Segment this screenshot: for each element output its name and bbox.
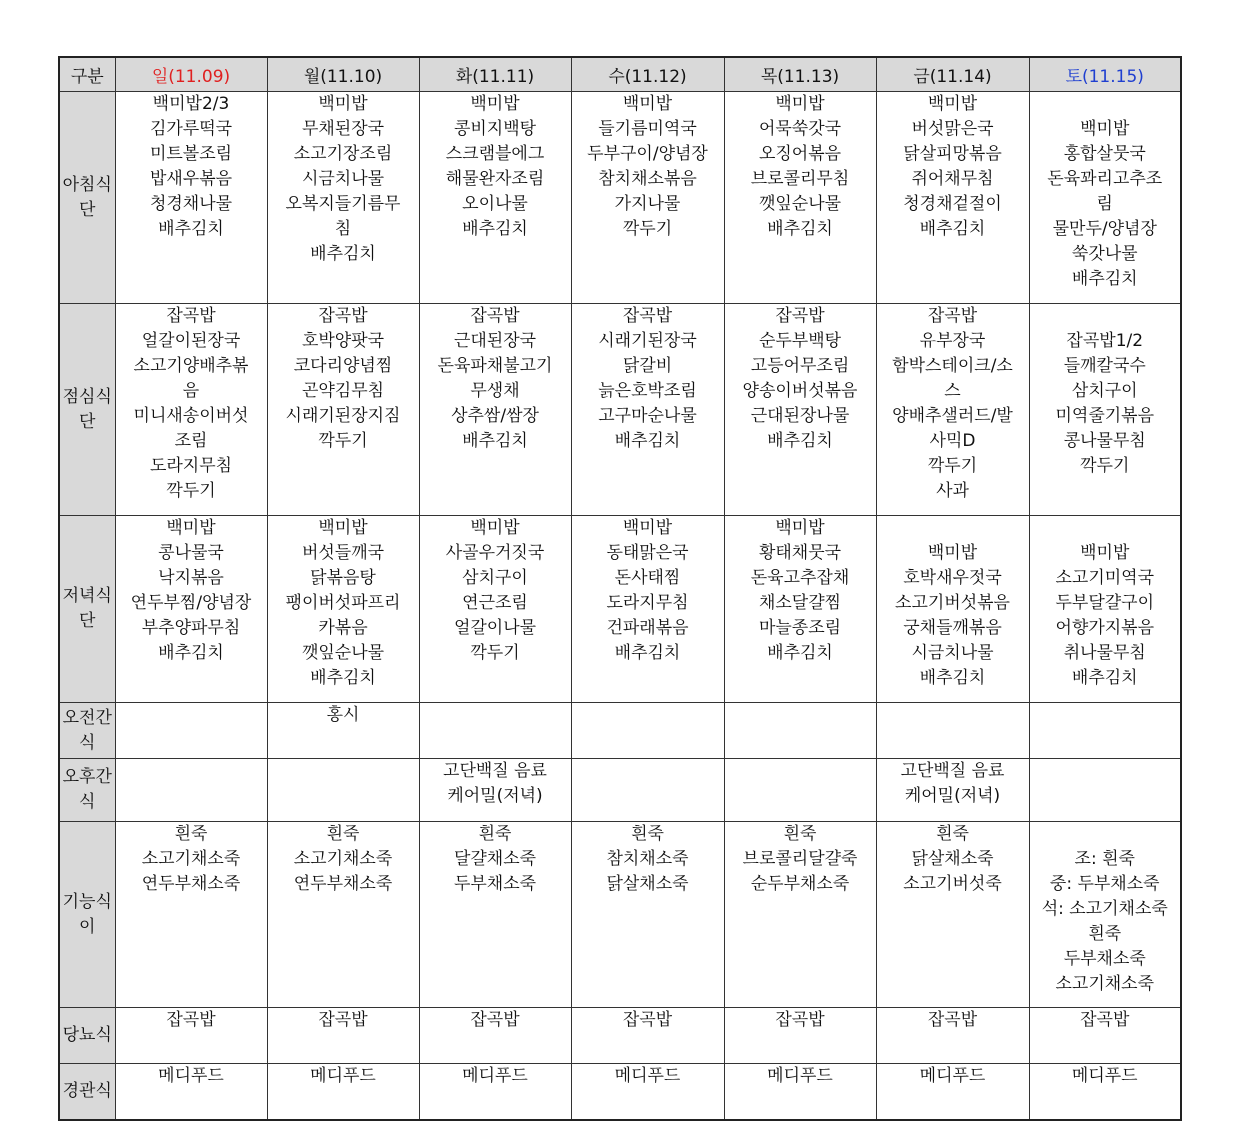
menu-cell-tube-sat	[1029, 1064, 1181, 1120]
menu-item: 흰죽	[1088, 924, 1122, 944]
menu-item: 소고기채소죽	[141, 849, 241, 869]
menu-item: 고단백질 음료	[900, 761, 1005, 781]
menu-item: 배추김치	[767, 219, 833, 239]
menu-item: 두부달걀구이	[1055, 593, 1155, 613]
menu-item: 가지나물	[614, 194, 681, 214]
menu-item: 물만두/양념장	[1052, 219, 1157, 239]
menu-item: 조: 흰죽	[1074, 849, 1135, 869]
menu-item: 배추김치	[310, 668, 376, 688]
menu-item: 잡곡밥	[1080, 1010, 1130, 1030]
menu-item: 버섯들깨국	[301, 543, 385, 563]
menu-item: 백미밥	[927, 543, 978, 563]
menu-item: 백미밥	[470, 518, 520, 538]
menu-item: 깻잎순나물	[301, 643, 385, 663]
row-label-tube	[59, 1064, 115, 1120]
menu-cell-dinner-wed	[571, 516, 724, 703]
menu-item: 닭볶음탕	[310, 568, 376, 588]
menu-item: 잡곡밥	[470, 1010, 520, 1030]
menu-item: 고단백질 음료	[443, 761, 547, 781]
menu-cell-functional-wed	[571, 822, 724, 1008]
menu-cell-lunch-sat	[1029, 304, 1181, 516]
menu-cell-pm_snack-mon	[267, 759, 419, 822]
menu-item: 브로콜리무침	[750, 169, 850, 189]
menu-item: 닭살채소죽	[911, 849, 994, 869]
row-label-line: 오후	[62, 767, 96, 787]
menu-item: 코다리양념찜	[293, 356, 393, 376]
menu-item: 석: 소고기채소죽	[1041, 899, 1168, 919]
menu-item: 잡곡밥	[775, 306, 825, 326]
menu-item: 케어밀(저녁)	[447, 786, 543, 806]
menu-item: 도라지무침	[606, 593, 689, 613]
menu-item: 브로콜리달걀죽	[742, 849, 858, 869]
menu-item: 부추양파무침	[141, 618, 241, 638]
menu-cell-dinner-sun	[115, 516, 267, 703]
row-tube	[59, 1064, 1181, 1120]
menu-item	[877, 516, 1029, 541]
menu-cell-diabetic-tue	[419, 1008, 571, 1064]
menu-item: 궁채들깨볶음	[903, 618, 1002, 638]
row-dinner	[59, 516, 1181, 703]
row-label-line: 식	[95, 1025, 112, 1045]
menu-cell-am_snack-wed	[571, 703, 724, 759]
menu-cell-tube-sun	[115, 1064, 267, 1120]
row-label-line: 당뇨	[62, 1025, 96, 1045]
menu-item: 두부채소죽	[1063, 949, 1146, 969]
menu-item: 흰죽	[936, 824, 969, 844]
menu-item: 오이나물	[462, 194, 528, 214]
menu-cell-lunch-sun	[115, 304, 267, 516]
menu-cell-dinner-thu	[724, 516, 876, 703]
menu-item: 배추김치	[919, 219, 986, 239]
menu-item: 중: 두부채소죽	[1049, 874, 1160, 894]
menu-item: 잡곡밥	[775, 1010, 825, 1030]
menu-item: 미니새송이버섯	[133, 406, 249, 426]
menu-item: 음	[182, 381, 200, 401]
row-label-line: 오전	[62, 707, 96, 728]
menu-item: 백미밥	[1080, 119, 1130, 139]
menu-item: 순두부백탕	[758, 331, 842, 351]
menu-item: 백미밥	[775, 94, 825, 114]
row-label-line: 간식	[79, 767, 112, 812]
header-corner-label: 구분	[59, 57, 115, 92]
row-label-functional	[59, 822, 115, 1008]
menu-item	[1030, 822, 1181, 847]
menu-item: 백미밥	[927, 94, 978, 114]
menu-item: 흰죽	[174, 824, 208, 844]
day-header-sat: 토(11.15)	[1029, 57, 1181, 92]
menu-item: 건파래볶음	[606, 618, 689, 638]
menu-item: 달걀채소죽	[453, 849, 537, 869]
row-label-lunch	[59, 304, 115, 516]
menu-item: 백미밥	[1080, 543, 1130, 563]
row-label-am_snack	[59, 703, 115, 759]
menu-cell-breakfast-wed	[571, 92, 724, 304]
menu-item: 호박양팟국	[301, 331, 385, 351]
menu-item: 얼갈이나물	[453, 618, 537, 638]
menu-item: 동태맑은국	[606, 543, 689, 563]
menu-cell-breakfast-fri	[876, 92, 1029, 304]
menu-cell-dinner-sat	[1029, 516, 1181, 703]
menu-item: 잡곡밥	[166, 1010, 216, 1030]
menu-item: 돈육파채불고기	[437, 356, 553, 376]
menu-item: 깍두기	[1080, 456, 1130, 476]
menu-item: 돈육꽈리고추조	[1047, 169, 1163, 189]
menu-item: 배추김치	[462, 219, 528, 239]
menu-cell-pm_snack-tue	[419, 759, 571, 822]
menu-item: 배추김치	[767, 643, 833, 663]
menu-item: 소고기장조림	[293, 144, 393, 164]
menu-cell-am_snack-thu	[724, 703, 876, 759]
menu-cell-am_snack-sun	[115, 703, 267, 759]
menu-item: 카볶음	[318, 618, 368, 638]
menu-item: 김가루떡국	[149, 119, 233, 139]
menu-item: 쑥갓나물	[1071, 244, 1138, 264]
menu-item: 깻잎순나물	[758, 194, 842, 214]
menu-item: 배추김치	[919, 668, 986, 688]
header-row	[59, 57, 1181, 92]
menu-item: 백미밥	[775, 518, 825, 538]
row-label-breakfast	[59, 92, 115, 304]
menu-item: 청경채나물	[149, 194, 233, 214]
menu-cell-diabetic-sun	[115, 1008, 267, 1064]
menu-item: 백미밥	[622, 518, 673, 538]
row-label-line: 경관	[62, 1080, 96, 1101]
menu-item: 상추쌈/쌈장	[451, 406, 539, 426]
menu-cell-diabetic-wed	[571, 1008, 724, 1064]
row-label-line: 아침	[62, 174, 96, 195]
menu-cell-diabetic-sat	[1029, 1008, 1181, 1064]
menu-cell-pm_snack-thu	[724, 759, 876, 822]
menu-item: 참치채소죽	[606, 849, 689, 869]
menu-item	[1030, 304, 1181, 329]
row-am_snack	[59, 703, 1181, 759]
menu-item: 메디푸드	[310, 1066, 376, 1086]
menu-item: 메디푸드	[1071, 1066, 1138, 1086]
menu-cell-lunch-wed	[571, 304, 724, 516]
menu-item: 소고기버섯죽	[903, 874, 1002, 894]
menu-cell-breakfast-mon	[267, 92, 419, 304]
menu-item: 버섯맑은국	[911, 119, 994, 139]
menu-item: 메디푸드	[919, 1066, 986, 1086]
row-label-pm_snack	[59, 759, 115, 822]
menu-item: 스	[944, 381, 961, 401]
row-label-line: 저녁	[62, 586, 96, 606]
row-diabetic	[59, 1008, 1181, 1064]
menu-item: 케어밀(저녁)	[904, 786, 1001, 806]
menu-cell-functional-mon	[267, 822, 419, 1008]
menu-item: 메디푸드	[614, 1066, 681, 1086]
menu-item: 해물완자조림	[445, 169, 545, 189]
menu-cell-am_snack-sat	[1029, 703, 1181, 759]
menu-item: 콩나물국	[158, 543, 224, 563]
menu-item: 메디푸드	[158, 1066, 224, 1086]
menu-cell-lunch-thu	[724, 304, 876, 516]
menu-item: 림	[1096, 194, 1113, 214]
menu-item: 늙은호박조림	[598, 381, 697, 401]
menu-cell-lunch-fri	[876, 304, 1029, 516]
row-label-line: 식	[95, 1080, 112, 1101]
menu-item: 배추김치	[462, 431, 528, 451]
menu-item: 삼치구이	[462, 568, 528, 588]
menu-item: 배추김치	[310, 244, 376, 264]
row-label-dinner	[59, 516, 115, 703]
menu-cell-diabetic-fri	[876, 1008, 1029, 1064]
menu-item: 오징어볶음	[758, 144, 842, 164]
menu-cell-tube-fri	[876, 1064, 1029, 1120]
row-label-line: 간식	[79, 707, 112, 753]
menu-cell-breakfast-tue	[419, 92, 571, 304]
menu-item: 두부구이/양념장	[587, 144, 708, 164]
menu-item: 사골우거짓국	[445, 543, 545, 563]
menu-item: 돈사태찜	[614, 568, 681, 588]
menu-cell-functional-fri	[876, 822, 1029, 1008]
menu-item: 무채된장국	[301, 119, 385, 139]
menu-item: 잡곡밥	[470, 306, 520, 326]
menu-item: 도라지무침	[149, 456, 233, 476]
menu-cell-functional-sat	[1029, 822, 1181, 1008]
menu-item: 스크램블에그	[445, 144, 545, 164]
menu-cell-breakfast-thu	[724, 92, 876, 304]
menu-cell-functional-thu	[724, 822, 876, 1008]
menu-item: 닭살채소죽	[606, 874, 689, 894]
menu-cell-tube-mon	[267, 1064, 419, 1120]
menu-item: 조림	[174, 431, 208, 451]
menu-item: 양송이버섯볶음	[742, 381, 858, 401]
menu-item: 소고기채소죽	[1055, 974, 1155, 994]
menu-item: 순두부채소죽	[750, 874, 850, 894]
menu-item: 닭살피망볶음	[903, 144, 1002, 164]
menu-cell-breakfast-sat	[1029, 92, 1181, 304]
menu-item: 참치채소볶음	[598, 169, 697, 189]
row-pm_snack	[59, 759, 1181, 822]
row-label-line: 점심	[62, 386, 96, 407]
menu-item: 잡곡밥	[622, 1010, 673, 1030]
menu-item: 잡곡밥	[166, 306, 216, 326]
menu-item: 마늘종조림	[758, 618, 842, 638]
menu-item: 연두부찜/양념장	[130, 593, 252, 613]
menu-item: 배추김치	[1071, 269, 1138, 289]
row-breakfast	[59, 92, 1181, 304]
row-lunch	[59, 304, 1181, 516]
menu-item: 홍합살뭇국	[1063, 144, 1146, 164]
menu-item: 연두부채소죽	[141, 874, 241, 894]
menu-item: 깍두기	[470, 643, 520, 663]
menu-item: 미트볼조림	[149, 144, 233, 164]
menu-cell-functional-tue	[419, 822, 571, 1008]
menu-item: 곤약김무침	[301, 381, 385, 401]
row-label-line: 식단	[79, 586, 112, 631]
menu-item: 고구마순나물	[598, 406, 697, 426]
menu-item: 오복지들기름무	[285, 194, 401, 214]
menu-item: 어묵쑥갓국	[758, 119, 842, 139]
menu-cell-pm_snack-fri	[876, 759, 1029, 822]
menu-item: 깍두기	[622, 219, 673, 239]
menu-item: 침	[334, 219, 352, 239]
menu-item: 소고기양배추볶	[133, 356, 249, 376]
menu-item: 돈육고추잡채	[750, 568, 850, 588]
menu-item: 닭갈비	[622, 356, 673, 376]
menu-item: 호박새우젓국	[903, 568, 1002, 588]
row-functional	[59, 822, 1181, 1008]
menu-item: 흰죽	[783, 824, 817, 844]
menu-item: 취나물무침	[1063, 643, 1146, 663]
menu-item: 얼갈이된장국	[141, 331, 241, 351]
menu-item: 미역줄기볶음	[1055, 406, 1155, 426]
menu-item: 잡곡밥1/2	[1066, 331, 1144, 351]
menu-item: 채소달걀찜	[758, 593, 842, 613]
menu-item: 연두부채소죽	[293, 874, 393, 894]
menu-cell-diabetic-mon	[267, 1008, 419, 1064]
menu-item: 황태채뭇국	[758, 543, 842, 563]
menu-cell-pm_snack-sun	[115, 759, 267, 822]
menu-item: 백미밥	[318, 518, 368, 538]
menu-item: 깍두기	[318, 431, 368, 451]
menu-item: 양배추샐러드/발	[892, 406, 1013, 426]
menu-item: 잡곡밥	[927, 1010, 978, 1030]
menu-item: 시래기된장지짐	[285, 406, 401, 426]
menu-item: 어향가지볶음	[1055, 618, 1155, 638]
menu-item: 연근조림	[462, 593, 528, 613]
menu-item: 잡곡밥	[622, 306, 673, 326]
menu-item: 들기름미역국	[598, 119, 697, 139]
menu-item: 배추김치	[614, 431, 681, 451]
menu-item: 들깨칼국수	[1063, 356, 1146, 376]
row-label-line: 식단	[79, 386, 112, 432]
day-header-sun: 일(11.09)	[115, 57, 267, 92]
menu-cell-am_snack-tue	[419, 703, 571, 759]
menu-item: 깍두기	[166, 481, 216, 501]
menu-item: 쥐어채무침	[911, 169, 994, 189]
menu-item: 콩나물무침	[1063, 431, 1146, 451]
menu-item: 유부장국	[919, 331, 986, 351]
menu-cell-dinner-tue	[419, 516, 571, 703]
menu-item: 낙지볶음	[158, 568, 224, 588]
menu-item: 메디푸드	[767, 1066, 833, 1086]
menu-item: 시래기된장국	[598, 331, 697, 351]
menu-cell-tube-wed	[571, 1064, 724, 1120]
menu-item: 잡곡밥	[318, 306, 368, 326]
day-header-wed: 수(11.12)	[571, 57, 724, 92]
menu-item: 흰죽	[326, 824, 360, 844]
day-header-tue: 화(11.11)	[419, 57, 571, 92]
menu-item: 메디푸드	[462, 1066, 528, 1086]
menu-item: 배추김치	[158, 219, 224, 239]
menu-body	[59, 92, 1181, 1120]
menu-item: 두부채소죽	[453, 874, 537, 894]
day-header-mon: 월(11.10)	[267, 57, 419, 92]
menu-cell-pm_snack-wed	[571, 759, 724, 822]
menu-cell-am_snack-mon	[267, 703, 419, 759]
menu-item: 소고기미역국	[1055, 568, 1155, 588]
menu-item: 시금치나물	[911, 643, 994, 663]
menu-cell-breakfast-sun	[115, 92, 267, 304]
menu-cell-am_snack-fri	[876, 703, 1029, 759]
row-label-line: 식단	[79, 174, 112, 220]
menu-item: 깍두기	[927, 456, 978, 476]
menu-item: 배추김치	[767, 431, 833, 451]
menu-item: 배추김치	[1071, 668, 1138, 688]
menu-item: 잡곡밥	[318, 1010, 368, 1030]
day-header-fri: 금(11.14)	[876, 57, 1029, 92]
menu-item: 배추김치	[158, 643, 224, 663]
menu-cell-dinner-fri	[876, 516, 1029, 703]
day-header-thu: 목(11.13)	[724, 57, 876, 92]
menu-item: 백미밥	[470, 94, 520, 114]
menu-item: 백미밥	[622, 94, 673, 114]
menu-cell-pm_snack-sat	[1029, 759, 1181, 822]
menu-item: 사과	[936, 481, 969, 501]
menu-item: 소고기버섯볶음	[895, 593, 1010, 613]
menu-cell-functional-sun	[115, 822, 267, 1008]
menu-cell-diabetic-thu	[724, 1008, 876, 1064]
menu-item: 흰죽	[478, 824, 512, 844]
menu-item: 백미밥2/3	[152, 94, 230, 114]
menu-item: 백미밥	[166, 518, 216, 538]
menu-item: 근대된장국	[453, 331, 537, 351]
menu-item: 팽이버섯파프리	[285, 593, 401, 613]
menu-item: 근대된장나물	[750, 406, 850, 426]
menu-item: 삼치구이	[1071, 381, 1138, 401]
menu-item: 사믹D	[929, 431, 976, 451]
menu-item	[1030, 516, 1181, 541]
menu-item: 밥새우볶음	[149, 169, 233, 189]
menu-item: 무생채	[470, 381, 520, 401]
menu-item: 청경채겉절이	[903, 194, 1002, 214]
row-label-line: 식이	[79, 891, 112, 937]
menu-item: 고등어무조림	[750, 356, 850, 376]
menu-item: 잡곡밥	[927, 306, 978, 326]
menu-item: 소고기채소죽	[293, 849, 393, 869]
row-label-diabetic	[59, 1008, 115, 1064]
menu-cell-lunch-mon	[267, 304, 419, 516]
menu-item: 시금치나물	[301, 169, 385, 189]
menu-cell-tube-tue	[419, 1064, 571, 1120]
weekly-menu-table	[58, 56, 1182, 1121]
menu-item: 흰죽	[631, 824, 664, 844]
menu-item: 함박스테이크/소	[892, 356, 1013, 376]
menu-cell-dinner-mon	[267, 516, 419, 703]
menu-item: 콩비지백탕	[453, 119, 537, 139]
menu-item: 백미밥	[318, 94, 368, 114]
menu-cell-tube-thu	[724, 1064, 876, 1120]
menu-cell-lunch-tue	[419, 304, 571, 516]
menu-item: 홍시	[326, 705, 360, 725]
menu-item: 배추김치	[614, 643, 681, 663]
menu-item	[1030, 92, 1181, 117]
row-label-line: 기능	[62, 891, 96, 912]
